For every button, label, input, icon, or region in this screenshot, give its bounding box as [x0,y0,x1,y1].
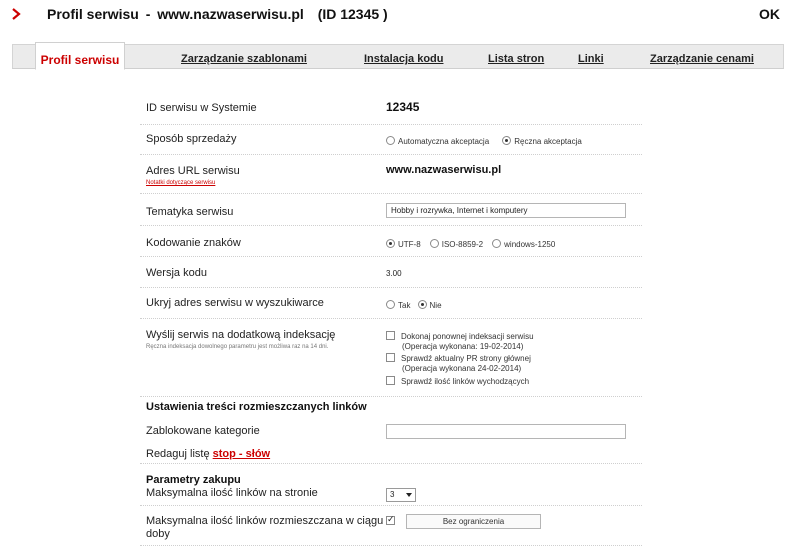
form-row-version [140,257,642,288]
ok-button[interactable]: OK [759,6,780,22]
form-row-max-links [140,463,642,506]
max-daily-label-line1: Maksymalna ilość linków rozmieszczana w ciągu [146,515,384,527]
encoding-options [386,238,565,250]
purchase-params-heading: Parametry zakupu [146,474,241,486]
no-limit-button[interactable]: Bez ograniczenia [406,514,541,529]
form-row-max-daily [140,506,642,546]
chevron-down-icon [406,493,412,497]
stopwords-link[interactable]: stop - słów [212,448,271,460]
sale-method-label: Sposób sprzedaży [146,133,237,145]
version-label: Wersja kodu [146,267,207,279]
check-outbound-links[interactable] [386,376,529,386]
form-row-sale-method [140,125,642,155]
max-daily-checkbox[interactable] [386,516,395,525]
reindex-label: Wyślij serwis na dodatkową indeksację [146,329,336,341]
version-value: 3.00 [386,269,402,278]
url-label: Adres URL serwisu [146,165,240,177]
chevron-right-icon[interactable] [10,7,22,21]
top-header [0,0,800,32]
check-reindex-site[interactable] [386,331,534,341]
radio-manual-accept[interactable] [502,136,582,146]
url-value: www.nazwaserwisu.pl [386,164,502,176]
topic-label: Tematyka serwisu [146,206,234,218]
radio-windows1250[interactable] [492,239,555,249]
tab-lista-stron[interactable]: Lista stron [488,53,545,65]
max-links-label: Maksymalna ilość linków na stronie [146,487,318,499]
radio-hide-no-label: Nie [429,301,442,310]
form-row-encoding [140,226,642,257]
id-value: 12345 [386,100,420,114]
topic-input[interactable]: Hobby i rozrywka, Internet i komputery [386,203,626,218]
radio-windows1250-circle[interactable] [492,239,501,248]
check-reindex-site-label: Dokonaj ponownej indeksacji serwisu [401,332,534,341]
tab-zarzadzanie-cenami[interactable]: Zarządzanie cenami [650,53,754,65]
edit-stopwords-prefix: Redaguj listę [146,448,210,460]
max-links-select-value: 3 [390,490,395,499]
check-pr-main[interactable] [386,353,531,363]
form-row-url [140,155,642,194]
id-label: ID serwisu w Systemie [146,102,257,114]
form-row-hide-address [140,288,642,319]
sale-method-options [386,135,592,147]
check-pr-main-label: Sprawdź aktualny PR strony głównej [401,354,531,363]
radio-utf8[interactable] [386,239,421,249]
site-id: (ID 12345 ) [317,6,388,22]
radio-hide-yes[interactable] [386,300,410,310]
radio-manual-accept-label: Ręczna akceptacja [514,137,582,146]
radio-hide-yes-label: Tak [398,301,411,310]
radio-auto-accept-label: Automatyczna akceptacja [398,137,490,146]
radio-hide-no[interactable] [418,300,442,310]
encoding-label: Kodowanie znaków [146,237,241,249]
edit-stopwords-line [146,448,270,460]
radio-windows1250-label: windows-1250 [504,240,556,249]
tab-bar [12,44,784,69]
tab-linki[interactable]: Linki [578,53,604,65]
blocked-categories-input[interactable] [386,424,626,439]
check-reindex-site-box[interactable] [386,331,395,340]
form-row-reindex [140,319,642,397]
tab-profil-serwisu[interactable]: Profil serwisu [35,42,125,70]
radio-auto-accept[interactable] [386,136,489,146]
radio-auto-accept-circle[interactable] [386,136,395,145]
site-notes-link[interactable]: Notatki dotyczące serwisu [146,180,216,186]
pr-main-status: (Operacja wykonana 24-02-2014) [402,364,522,373]
links-settings-heading: Ustawienia treści rozmieszczanych linków [146,401,367,413]
site-domain: www.nazwaserwisu.pl [157,6,304,22]
hide-address-options [386,299,452,311]
max-daily-label-line2: doby [146,528,170,540]
form-row-id [140,95,642,125]
form-row-topic [140,194,642,226]
check-pr-main-box[interactable] [386,353,395,362]
radio-hide-no-circle[interactable] [418,300,427,309]
radio-manual-accept-circle[interactable] [502,136,511,145]
radio-utf8-label: UTF-8 [398,240,421,249]
radio-iso88592[interactable] [430,239,483,249]
page-title-text: Profil serwisu [47,6,139,22]
max-links-select[interactable] [386,488,416,502]
hide-address-label: Ukryj adres serwisu w wyszukiwarce [146,297,324,309]
radio-hide-yes-circle[interactable] [386,300,395,309]
radio-iso88592-label: ISO-8859-2 [441,240,484,249]
check-outbound-links-label: Sprawdź ilość linków wychodzących [401,377,530,386]
reindex-note: Ręczna indeksacja dowolnego parametru jest możliwa raz na 14 dni. [146,344,329,350]
reindex-site-status: (Operacja wykonana: 19-02-2014) [402,342,524,351]
radio-utf8-circle[interactable] [386,239,395,248]
blocked-categories-label: Zablokowane kategorie [146,425,260,437]
title-separator: - [145,6,151,22]
tab-instalacja-kodu[interactable]: Instalacja kodu [364,53,444,65]
page-title [47,6,388,22]
check-outbound-links-box[interactable] [386,376,395,385]
radio-iso88592-circle[interactable] [430,239,439,248]
tab-zarzadzanie-szablonami[interactable]: Zarządzanie szablonami [181,53,307,65]
